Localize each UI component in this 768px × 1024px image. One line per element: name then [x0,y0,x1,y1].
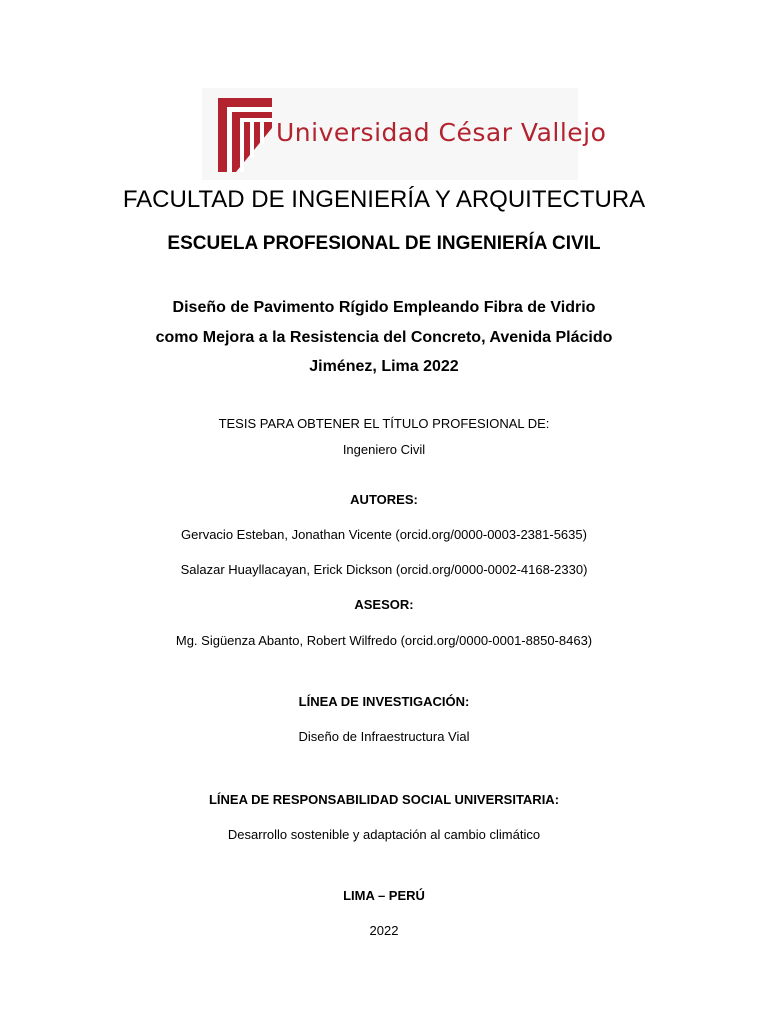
social-responsibility-value: Desarrollo sostenible y adaptación al cambio climático [227,827,541,842]
thesis-title-line-3: Jiménez, Lima 2022 [309,358,459,375]
university-logo [202,88,607,180]
thesis-title-line-2: como Mejora a la Resistencia del Concreto, Avenida Plácido [155,329,613,346]
university-shield-icon [218,98,272,172]
faculty-name: FACULTAD DE INGENIERÍA Y ARQUITECTURA [122,186,646,213]
social-responsibility-heading: LÍNEA DE RESPONSABILIDAD SOCIAL UNIVERSITARIA: [208,792,560,807]
advisor-name: Mg. Sigüenza Abanto, Robert Wilfredo (orcid.org/0000-0001-8850-8463) [175,633,593,648]
advisor-heading: ASESOR: [354,597,414,612]
place: LIMA – PERÚ [343,888,425,903]
author-item-2: Salazar Huayllacayan, Erick Dickson (orcid.org/0000-0002-4168-2330) [180,562,588,577]
thesis-title-line-1: Diseño de Pavimento Rígido Empleando Fibra de Vidrio [172,299,596,316]
thesis-purpose: TESIS PARA OBTENER EL TÍTULO PROFESIONAL DE: [218,416,550,431]
author-item-1: Gervacio Esteban, Jonathan Vicente (orcid.org/0000-0003-2381-5635) [181,527,587,542]
research-line-value: Diseño de Infraestructura Vial [298,729,470,744]
school-name: ESCUELA PROFESIONAL DE INGENIERÍA CIVIL [167,233,601,254]
university-name-logo-text: Universidad César Vallejo [276,118,607,147]
degree-name: Ingeniero Civil [342,442,426,457]
research-line-heading: LÍNEA DE INVESTIGACIÓN: [298,694,470,709]
year: 2022 [369,923,399,938]
authors-heading: AUTORES: [350,492,418,507]
